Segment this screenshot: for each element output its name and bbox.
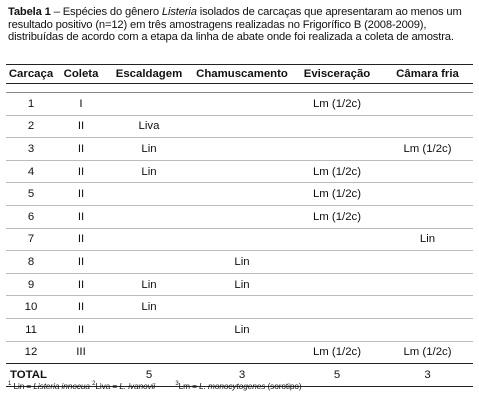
- table-cell: Lm (1/2c): [292, 341, 382, 364]
- table-cell: [106, 205, 192, 228]
- table-cell: [382, 251, 473, 274]
- table-cell: [192, 160, 292, 183]
- table-cell: 10: [6, 296, 56, 319]
- column-header: Evisceração: [292, 65, 382, 84]
- caption-genus: Listeria: [161, 6, 197, 18]
- table-cell: Lin: [106, 273, 192, 296]
- table-cell: [382, 115, 473, 138]
- table-cell: 1: [6, 93, 56, 116]
- table-cell: 4: [6, 160, 56, 183]
- table-cell: [106, 228, 192, 251]
- table-row: [6, 138, 473, 161]
- table-cell: Lin: [192, 251, 292, 274]
- table-cell: II: [56, 318, 106, 341]
- table-cell: [106, 318, 192, 341]
- table-cell: Lm (1/2c): [292, 160, 382, 183]
- table-row: [6, 205, 473, 228]
- table-cell: I: [56, 93, 106, 116]
- table-cell: Lin: [192, 318, 292, 341]
- table-cell: [192, 341, 292, 364]
- table-cell: [292, 318, 382, 341]
- header-spacer: [6, 84, 473, 93]
- table-cell: Lin: [106, 138, 192, 161]
- table-cell: II: [56, 183, 106, 206]
- table-cell: [292, 228, 382, 251]
- table-cell: [292, 115, 382, 138]
- footnote-text-1a: Lin =: [11, 381, 34, 391]
- table-cell: II: [56, 160, 106, 183]
- footnote-text-3c: (sorotipo): [265, 381, 302, 391]
- column-header: Escaldagem: [106, 65, 192, 84]
- table-row: [6, 341, 473, 364]
- table-cell: Lm (1/2c): [382, 341, 473, 364]
- table-cell: 9: [6, 273, 56, 296]
- table-cell: [192, 183, 292, 206]
- table-cell: Lm (1/2c): [292, 205, 382, 228]
- footnote-text-3a: Lm =: [178, 381, 200, 391]
- table-caption: [8, 6, 472, 44]
- total-cell: 5: [106, 364, 192, 387]
- table-cell: Lm (1/2c): [292, 93, 382, 116]
- table-cell: II: [56, 228, 106, 251]
- table-cell: 7: [6, 228, 56, 251]
- column-header: Coleta: [56, 65, 106, 84]
- caption-dash: –: [50, 6, 63, 18]
- table-cell: [382, 296, 473, 319]
- table-cell: II: [56, 251, 106, 274]
- table-cell: [382, 93, 473, 116]
- table-cell: [106, 93, 192, 116]
- table-cell: II: [56, 115, 106, 138]
- table-cell: 11: [6, 318, 56, 341]
- footnote-marker-1: 1: [8, 381, 12, 388]
- total-cell: 3: [382, 364, 473, 387]
- table-cell: [192, 115, 292, 138]
- table-cell: Lin: [106, 160, 192, 183]
- table-cell: II: [56, 273, 106, 296]
- table-cell: Lin: [106, 296, 192, 319]
- table-row: [6, 93, 473, 116]
- table-cell: 3: [6, 138, 56, 161]
- table-cell: [382, 318, 473, 341]
- table-cell: Liva: [106, 115, 192, 138]
- caption-text-1: Espécies do gênero: [62, 6, 162, 18]
- column-header: Chamuscamento: [192, 65, 292, 84]
- footnote-marker-3: 3: [175, 381, 179, 388]
- table-cell: [382, 183, 473, 206]
- table-cell: 8: [6, 251, 56, 274]
- table-cell: II: [56, 205, 106, 228]
- table-row: [6, 251, 473, 274]
- table-header-row: [6, 65, 473, 84]
- table-cell: Lin: [382, 228, 473, 251]
- table-cell: II: [56, 138, 106, 161]
- caption-text-2: isolados de carcaças que apresentaram ao menos um resultado positivo (n=12) em três amostragens realizadas no Frigorífico B (2008-2009), distribuídas de acordo com a etapa da linha de abate onde foi realizada a coleta de amostra.: [8, 6, 462, 44]
- footnote-text-1b: Listeria innocua: [33, 381, 90, 391]
- total-label: TOTAL: [6, 364, 56, 387]
- table-cell: 2: [6, 115, 56, 138]
- table-cell: [106, 183, 192, 206]
- table-cell: Lm (1/2c): [292, 183, 382, 206]
- footnote-text-2b: L. ivanovii: [119, 381, 156, 391]
- total-cell: 5: [292, 364, 382, 387]
- table-cell: Lin: [192, 273, 292, 296]
- table-cell: [292, 138, 382, 161]
- species-table: [6, 64, 473, 387]
- total-cell: 3: [192, 364, 292, 387]
- table-row: [6, 296, 473, 319]
- table-cell: [382, 273, 473, 296]
- table-cell: [292, 273, 382, 296]
- caption-label: Tabela 1: [8, 6, 51, 18]
- table-cell: [106, 341, 192, 364]
- footnote-text-3b: L. monocytogenes: [199, 381, 266, 391]
- table-cell: II: [56, 296, 106, 319]
- table-cell: 6: [6, 205, 56, 228]
- footnote: [8, 381, 476, 391]
- table-row: [6, 160, 473, 183]
- column-header: Câmara fria: [382, 65, 473, 84]
- table-row: [6, 228, 473, 251]
- table-cell: [382, 160, 473, 183]
- table-cell: [292, 296, 382, 319]
- table-cell: [192, 205, 292, 228]
- table-row: [6, 273, 473, 296]
- table-cell: [292, 251, 382, 274]
- table-cell: [192, 228, 292, 251]
- table-cell: [106, 251, 192, 274]
- table-cell: 12: [6, 341, 56, 364]
- table-cell: Lm (1/2c): [382, 138, 473, 161]
- column-header: Carcaça: [6, 65, 56, 84]
- footnote-marker-2: 2: [92, 381, 96, 388]
- table-row: [6, 115, 473, 138]
- table-cell: [382, 205, 473, 228]
- footnote-text-2a: Liva =: [95, 381, 120, 391]
- table-row: [6, 183, 473, 206]
- table-cell: [192, 93, 292, 116]
- table-cell: III: [56, 341, 106, 364]
- table-cell: [192, 296, 292, 319]
- table-cell: [192, 138, 292, 161]
- table-row: [6, 318, 473, 341]
- table-cell: 5: [6, 183, 56, 206]
